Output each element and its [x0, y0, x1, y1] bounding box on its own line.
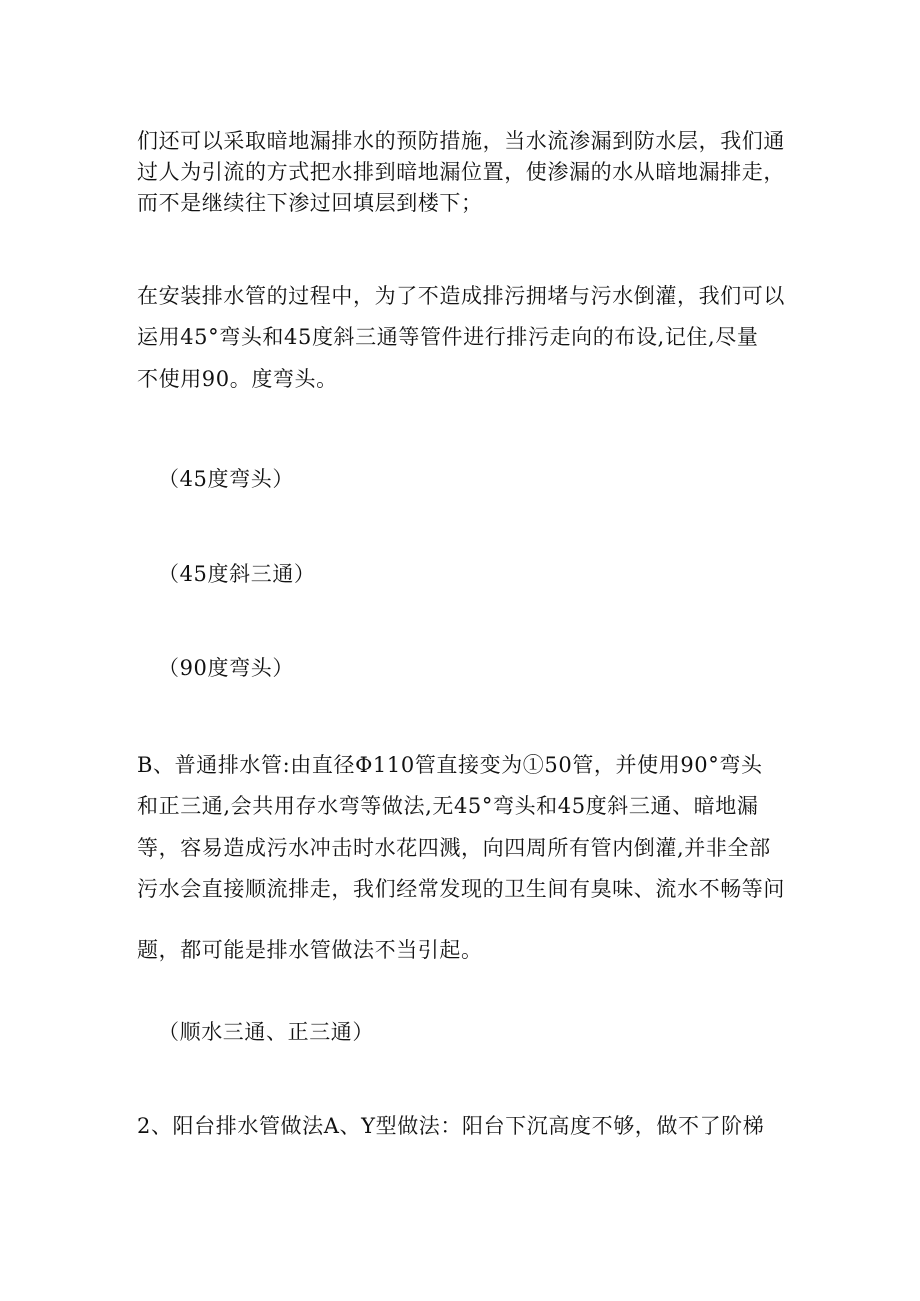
caption-45-elbow: （45度弯头）	[158, 467, 294, 491]
paragraph-3-line-5: 题，都可能是排水管做法不当引起。	[137, 938, 483, 962]
paragraph-1-line-1: 们还可以采取暗地漏排水的预防措施，当水流渗漏到防水层，我们通	[137, 129, 785, 153]
paragraph-4-line-1: 2、阳台排水管做法A、Y型做法：阳台下沉高度不够，做不了阶梯	[137, 1114, 765, 1138]
paragraph-3-line-4: 污水会直接顺流排走，我们经常发现的卫生间有臭味、流水不畅等问	[137, 877, 785, 901]
paragraph-1-line-2: 过人为引流的方式把水排到暗地漏位置，使渗漏的水从暗地漏排走，	[137, 160, 785, 184]
caption-45-tee: （45度斜三通）	[158, 562, 316, 586]
paragraph-3-line-1: B、普通排水管:由直径Φ110管直接变为①50管，并使用90°弯头	[137, 753, 763, 777]
paragraph-2-line-1: 在安装排水管的过程中，为了不造成排污拥堵与污水倒灌，我们可以	[137, 284, 785, 308]
paragraph-3-line-2: 和正三通,会共用存水弯等做法,无45°弯头和45度斜三通、暗地漏	[137, 794, 759, 818]
paragraph-2-line-2: 运用45°弯头和45度斜三通等管件进行排污走向的布设,记住,尽量	[137, 325, 759, 349]
paragraph-2-line-3: 不使用90。度弯头。	[137, 367, 338, 391]
caption-90-elbow: （90度弯头）	[158, 656, 294, 680]
paragraph-1-line-3: 而不是继续往下渗过回填层到楼下；	[137, 191, 483, 215]
caption-tees: （顺水三通、正三通）	[158, 1020, 374, 1044]
paragraph-3-line-3: 等，容易造成污水冲击时水花四溅，向四周所有管内倒灌,并非全部	[137, 836, 771, 860]
